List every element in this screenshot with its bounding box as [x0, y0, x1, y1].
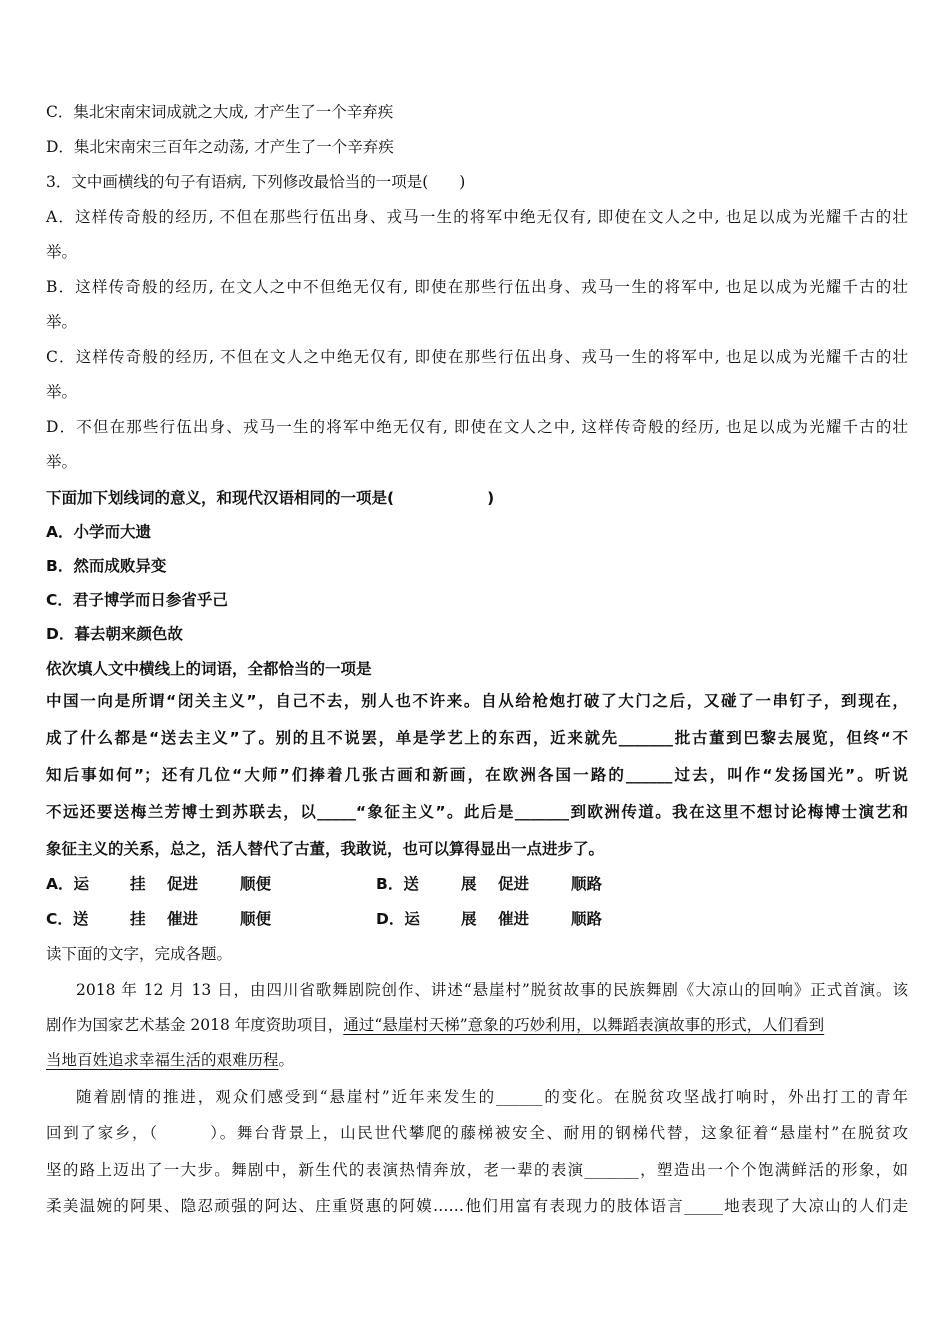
- option-b-q4: B．然而成败异变: [46, 557, 167, 575]
- option-c-word2: 催进: [167, 910, 199, 928]
- underlined-sentence-part1: 通过“悬崖村天梯”意象的巧妙利用，以舞蹈表演故事的形式，人们看到: [343, 1016, 825, 1034]
- question-5-stem: 依次填人文中横线上的词语，全都恰当的一项是: [46, 660, 372, 678]
- option-d-q4: D．暮去朝来颜色故: [46, 625, 183, 643]
- reading-para2-line2: 回到了家乡，（ ）。舞台背景上，山民世代攀爬的藤梯被安全、耐用的钢梯代替，这象征着“悬崖村”在脱贫攻: [46, 1124, 908, 1142]
- option-c-q4: C．君子博学而日参省乎己: [46, 591, 228, 609]
- option-c-word3: 顺便: [240, 910, 272, 928]
- reading-para1-line2: [46, 1014, 824, 1036]
- option-a-word1: 挂: [130, 875, 146, 893]
- option-a-q3-line1: A．这样传奇般的经历, 不但在那些行伍出身、戎马一生的将军中绝无仅有, 即使在文人之中, 也足以成为光耀千古的壮: [46, 208, 908, 226]
- reading-para2-line1: 随着剧情的推进，观众们感受到“悬崖村”近年来发生的______的变化。在脱贫攻坚战打响时，外出打工的青年: [76, 1088, 908, 1106]
- option-c-label: C．送: [46, 910, 89, 928]
- passage-5-line2: 成了什么都是“送去主义”了。别的且不说罢，单是学艺上的东西，近来就先_______批古董到巴黎去展览，但终“不: [46, 729, 908, 747]
- passage-5-line1: 中国一向是所谓“闭关主义”，自己不去，别人也不许来。自从给枪炮打破了大门之后，又碰了一串钉子，到现在，: [46, 692, 908, 710]
- reading-para2-line3: 坚的路上迈出了一大步。舞剧中，新生代的表演热情奔放，老一辈的表演_______，塑造出一个个饱满鲜活的形象，如: [46, 1161, 908, 1179]
- option-d-q3-line1: D．不但在那些行伍出身、戎马一生的将军中绝无仅有, 即使在文人之中, 这样传奇般的经历, 也足以成为光耀千古的壮: [46, 418, 908, 436]
- option-a-word2: 促进: [167, 875, 199, 893]
- option-a-q3-line2: 举。: [46, 243, 78, 261]
- option-c-word1: 挂: [130, 910, 146, 928]
- option-b-q3-line2: 举。: [46, 313, 78, 331]
- option-b-word1: 展: [461, 875, 477, 893]
- reading-para1-line3: [46, 1049, 294, 1071]
- passage-5-line5: 象征主义的关系，总之，活人替代了古董，我敢说，也可以算得显出一点进步了。: [46, 840, 605, 858]
- option-b-word2: 促进: [498, 875, 530, 893]
- option-d-q3-line2: 举。: [46, 453, 78, 471]
- underlined-sentence-part2: 当地百姓追求幸福生活的艰难历程: [46, 1051, 279, 1069]
- reading-para2-line4: 柔美温婉的阿果、隐忍顽强的阿达、庄重贤惠的阿嫫……他们用富有表现力的肢体语言_____地表现了大凉山的人们走: [46, 1197, 908, 1215]
- passage-5-line4: 不远还要送梅兰芳博士到苏联去，以_____“象征主义”。此后是_______到欧洲传道。我在这里不想讨论梅博士演艺和: [46, 803, 908, 821]
- option-b-q3-line1: B．这样传奇般的经历, 在文人之中不但绝无仅有, 即使在那些行伍出身、戎马一生的将军中, 也足以成为光耀千古的壮: [46, 278, 908, 296]
- option-d-label: D．运: [376, 910, 420, 928]
- option-d-word1: 展: [461, 910, 477, 928]
- option-b-word3: 顺路: [571, 875, 603, 893]
- option-a-label: A．运: [46, 875, 89, 893]
- option-c-q3-line2: 举。: [46, 383, 78, 401]
- option-d-q2: D．集北宋南宋三百年之动荡, 才产生了一个辛弃疾: [46, 138, 394, 156]
- option-c-q2: C．集北宋南宋词成就之大成, 才产生了一个辛弃疾: [46, 103, 394, 121]
- reading-para1-line3-end: 。: [278, 1051, 295, 1069]
- reading-para1-line1: 2018 年 12 月 13 日，由四川省歌舞剧院创作、讲述“悬崖村”脱贫故事的民族舞剧《大凉山的回响》正式首演。该: [76, 981, 908, 999]
- question-4-stem: 下面加下划线词的意义，和现代汉语相同的一项是( ): [46, 489, 495, 507]
- reading-instruction: 读下面的文字，完成各题。: [46, 945, 233, 963]
- option-d-word3: 顺路: [571, 910, 603, 928]
- option-a-q4: A．小学而大遗: [46, 523, 151, 541]
- reading-para1-line2-plain: 剧作为国家艺术基金 2018 年度资助项目，: [46, 1016, 344, 1034]
- option-c-q3-line1: C．这样传奇般的经历, 不但在文人之中绝无仅有, 即使在那些行伍出身、戎马一生的将军中, 也足以成为光耀千古的壮: [46, 348, 908, 366]
- option-d-word2: 催进: [498, 910, 530, 928]
- option-b-label: B．送: [376, 875, 419, 893]
- passage-5-line3: 知后事如何”；还有几位“大师”们捧着几张古画和新画，在欧洲各国一路的______过去，叫作“发扬国光”。听说: [46, 766, 908, 784]
- option-a-word3: 顺便: [240, 875, 272, 893]
- question-3-stem: 3．文中画横线的句子有语病, 下列修改最恰当的一项是( ): [46, 173, 466, 191]
